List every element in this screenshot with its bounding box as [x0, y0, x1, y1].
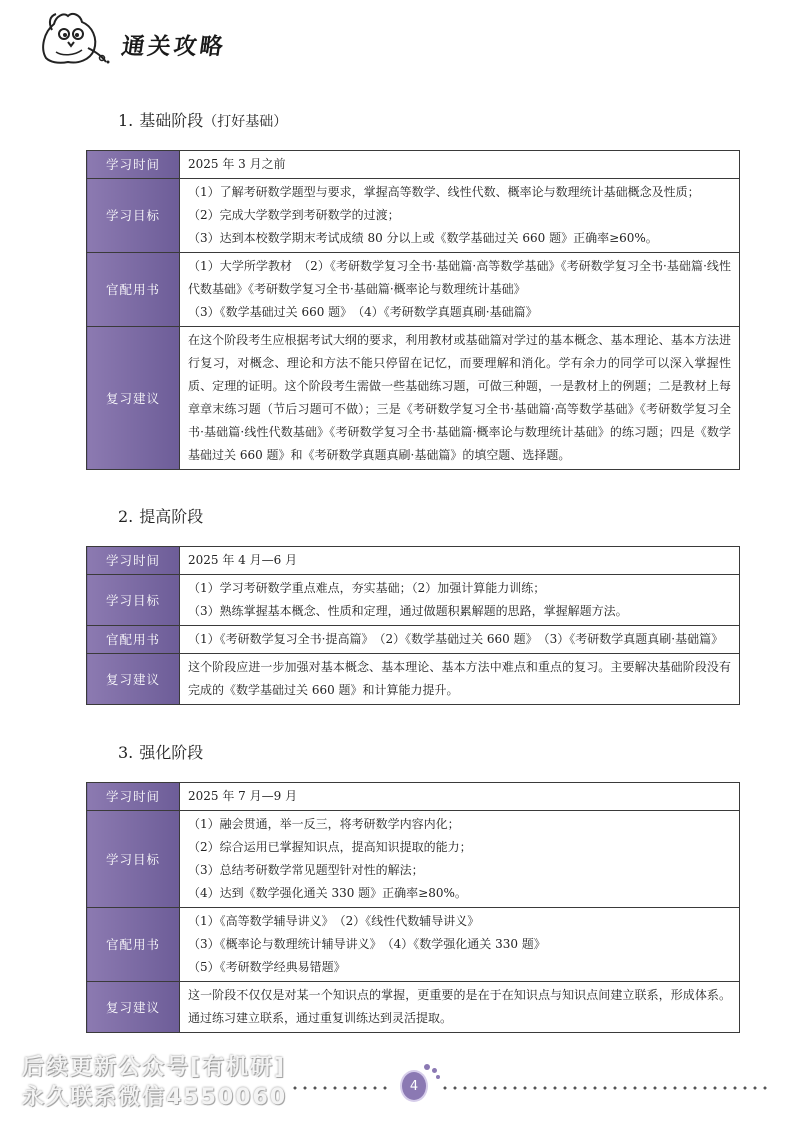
- row-content-advice: [180, 982, 740, 1033]
- content-line: （4）达到《数学强化通关 330 题》正确率≥80%。: [188, 886, 467, 900]
- advanced-stage-table: [86, 546, 740, 705]
- table-row: [87, 179, 740, 253]
- row-content-study-time: [180, 547, 740, 575]
- section-number: 1.: [118, 111, 134, 130]
- page-number: 4: [402, 1072, 426, 1100]
- table-row: [87, 547, 740, 575]
- row-label-study-goal: 学习目标: [87, 179, 180, 253]
- section-subtitle: （打好基础）: [203, 114, 288, 130]
- content-line: （1）学习考研数学重点难点，夯实基础；（2）加强计算能力训练；: [188, 581, 546, 595]
- section-name: 基础阶段: [139, 111, 204, 130]
- content-line: 这一阶段不仅仅是对某一个知识点的掌握，更重要的是在于在知识点与知识点间建立联系，形成体系。通过练习建立联系，通过重复训练达到灵活提取。: [188, 988, 731, 1025]
- basic-stage-table: [86, 150, 740, 470]
- paw-dot-icon: [424, 1064, 430, 1070]
- watermark-line-1: 后续更新公众号[有机研]: [22, 1055, 287, 1080]
- content-line: （2）综合运用已掌握知识点，提高知识提取的能力；: [188, 840, 472, 854]
- row-label-advice: 复习建议: [87, 327, 180, 470]
- table-row: [87, 575, 740, 626]
- content-line: （1）《考研数学复习全书·提高篇》 （2）《数学基础过关 660 题》 （3）《考研数学真题真刷·基础篇》: [188, 632, 724, 646]
- table-row: [87, 982, 740, 1033]
- table-row: [87, 654, 740, 705]
- row-content-advice: [180, 327, 740, 470]
- row-content-study-time: [180, 151, 740, 179]
- content-line: 这个阶段应进一步加强对基本概念、基本理论、基本方法中难点和重点的复习。主要解决基础阶段没有完成的《数学基础过关 660 题》和计算能力提升。: [188, 660, 731, 697]
- section-title-advanced: [118, 504, 203, 527]
- header-title: 通关攻略: [119, 34, 228, 60]
- table-row: [87, 783, 740, 811]
- row-content-books: [180, 253, 740, 327]
- content-line: 2025 年 4 月—6 月: [188, 553, 298, 567]
- content-line: 2025 年 3 月之前: [188, 157, 286, 171]
- row-label-study-time: 学习时间: [87, 547, 180, 575]
- paw-dot-icon: [432, 1068, 437, 1073]
- watermark-line-2: 永久联系微信4550060: [22, 1085, 288, 1110]
- section-title-intensive: [118, 740, 203, 763]
- row-label-books: 官配用书: [87, 626, 180, 654]
- row-content-books: [180, 626, 740, 654]
- table-row: [87, 626, 740, 654]
- table-row: [87, 253, 740, 327]
- intensive-stage-table: [86, 782, 740, 1033]
- row-content-books: [180, 908, 740, 982]
- content-line: （2）完成大学数学到考研数学的过渡；: [188, 208, 400, 222]
- dotted-rule-left: [290, 1086, 390, 1090]
- cartoon-owl-logo-icon: [38, 8, 110, 66]
- row-label-books: 官配用书: [87, 253, 180, 327]
- row-label-books: 官配用书: [87, 908, 180, 982]
- section-number: 3.: [118, 743, 134, 762]
- table-row: [87, 327, 740, 470]
- content-line: （3）《数学基础过关 660 题》 （4）《考研数学真题真刷·基础篇》: [188, 305, 538, 319]
- table-row: [87, 811, 740, 908]
- content-line: （3）总结考研数学常见题型针对性的解法；: [188, 863, 424, 877]
- row-label-advice: 复习建议: [87, 982, 180, 1033]
- dotted-rule-right: [440, 1086, 770, 1090]
- page-footer: [0, 1050, 800, 1130]
- table-row: [87, 151, 740, 179]
- row-label-study-goal: 学习目标: [87, 811, 180, 908]
- row-label-study-time: 学习时间: [87, 783, 180, 811]
- content-line: （1）融会贯通，举一反三，将考研数学内容内化；: [188, 817, 460, 831]
- content-line: 2025 年 7 月—9 月: [188, 789, 298, 803]
- row-content-study-goal: [180, 811, 740, 908]
- content-line: （5）《考研数学经典易错题》: [188, 960, 346, 974]
- row-content-study-goal: [180, 575, 740, 626]
- row-label-study-time: 学习时间: [87, 151, 180, 179]
- content-line: （3）达到本校数学期末考试成绩 80 分以上或《数学基础过关 660 题》正确率≥60%。: [188, 231, 658, 245]
- content-line: （3）熟练掌握基本概念、性质和定理，通过做题积累解题的思路，掌握解题方法。: [188, 604, 628, 618]
- section-name: 提高阶段: [139, 507, 204, 526]
- section-number: 2.: [118, 507, 134, 526]
- content-line: （3）《概率论与数理统计辅导讲义》 （4）《数学强化通关 330 题》: [188, 937, 546, 951]
- row-label-study-goal: 学习目标: [87, 575, 180, 626]
- content-line: （1）了解考研数学题型与要求，掌握高等数学、线性代数、概率论与数理统计基础概念及性质；: [188, 185, 700, 199]
- paw-dot-icon: [436, 1075, 440, 1079]
- page-header: [38, 8, 298, 68]
- table-row: [87, 908, 740, 982]
- section-title-basic: [118, 108, 287, 131]
- content-line: （1）大学所学教材 （2）《考研数学复习全书·基础篇·高等数学基础》《考研数学复习全书·基础篇·线性代数基础》《考研数学复习全书·基础篇·概率论与数理统计基础》: [188, 259, 731, 296]
- content-line: 在这个阶段考生应根据考试大纲的要求，利用教材或基础篇对学过的基本概念、基本理论、基本方法进行复习，对概念、理论和方法不能只停留在记忆，而要理解和消化。学有余力的同学可以深入掌握性质、定理的证明。这个阶段考生需做一些基础练习题，可做三种题，一是教材上的例题；二是教材上每章章末练习题（节后习题可不做）；三是《考研数学复习全书·基础篇·高等数学基础》《考研数学复习全书·基础篇·线性代数基础》《考研数学复习全书·基础篇·概率论与数理统计基础》的练习题；四是《数学基础过关 660 题》和《考研数学真题真刷·基础篇》的填空题、选择题。: [188, 333, 731, 462]
- row-content-study-goal: [180, 179, 740, 253]
- content-line: （1）《高等数学辅导讲义》 （2）《线性代数辅导讲义》: [188, 914, 480, 928]
- section-name: 强化阶段: [139, 743, 204, 762]
- row-content-advice: [180, 654, 740, 705]
- row-content-study-time: [180, 783, 740, 811]
- row-label-advice: 复习建议: [87, 654, 180, 705]
